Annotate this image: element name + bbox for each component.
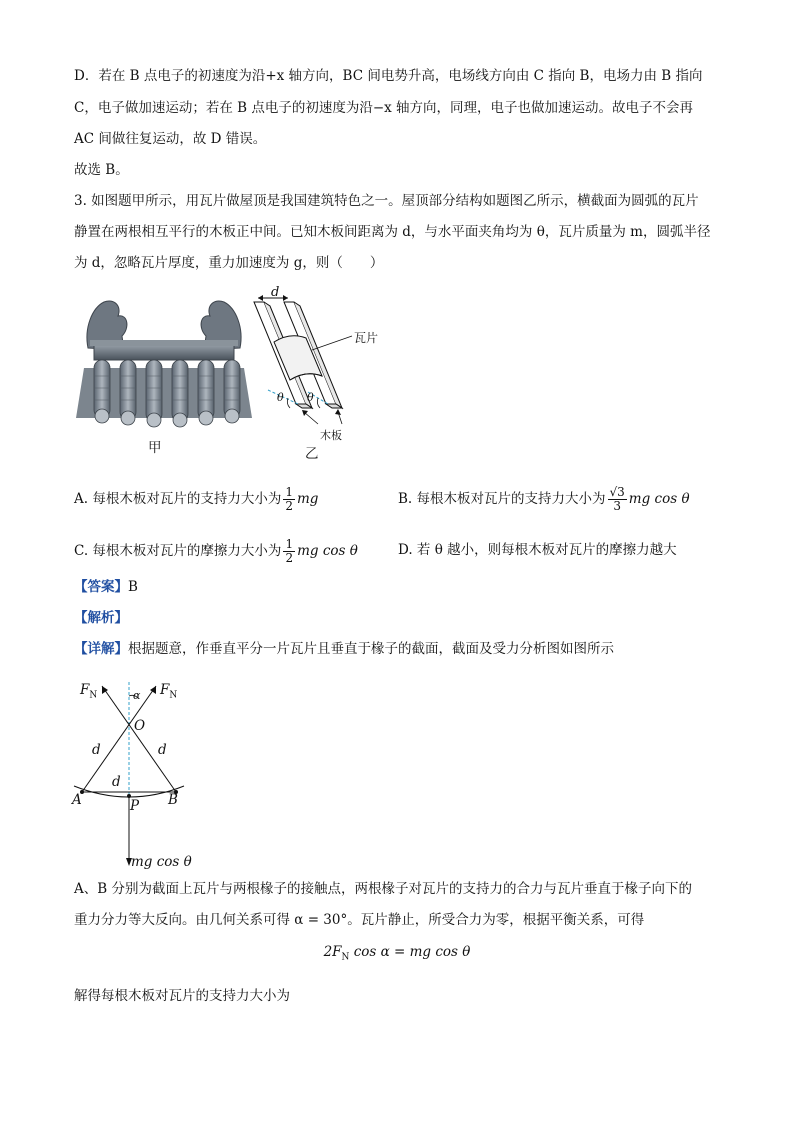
force-fn-right: $F_N$	[160, 682, 178, 701]
force-point-p: P	[130, 798, 140, 814]
option-d: D. 若 θ 越小，则每根木板对瓦片的摩擦力越大	[398, 542, 677, 558]
option-b: B. 每根木板对瓦片的支持力大小为 $\frac{√3}{3}$ mg cos θ	[398, 485, 690, 513]
tail-line-2: 重力分力等大反向。由几何关系可得 α = 30°。瓦片静止，所受合力为零，根据平衡关系，可得	[74, 912, 645, 928]
figure-label-jia: 甲	[148, 440, 162, 456]
fig-yi-theta-right: θ	[307, 391, 314, 404]
tail-line-3: 解得每根木板对瓦片的支持力大小为	[74, 988, 290, 1004]
force-mg-label: mg cos θ	[131, 854, 192, 870]
detail-line: 【详解】根据题意，作垂直平分一片瓦片且垂直于椽子的截面，截面及受力分析图如图所示	[74, 641, 614, 657]
tail-line-1: A、B 分别为截面上瓦片与两根椽子的接触点，两根椽子对瓦片的支持力的合力与瓦片垂直于椽子向下的	[74, 881, 692, 897]
force-d-left: d	[92, 742, 101, 758]
force-point-b: B	[168, 792, 178, 808]
roof-photo-jia	[74, 288, 254, 428]
force-alpha: α	[133, 689, 141, 702]
analysis-line: 【解析】	[74, 610, 128, 626]
boards-diagram-yi	[244, 280, 394, 430]
text-line-4: 故选 B。	[74, 162, 129, 178]
figure-label-yi: 乙	[305, 446, 319, 462]
force-d-right: d	[158, 742, 167, 758]
force-d-mid: d	[112, 774, 121, 790]
question-line-1: 3. 如图题甲所示，用瓦片做屋顶是我国建筑特色之一。屋顶部分结构如题图乙所示，横截面为圆弧的瓦片	[74, 193, 699, 209]
answer-line: 【答案】B	[74, 579, 138, 595]
force-point-a: A	[72, 792, 82, 808]
fig-yi-theta-left: θ	[277, 391, 284, 404]
force-fn-left: $F_N$	[80, 682, 98, 701]
question-line-3: 为 d，忽略瓦片厚度，重力加速度为 g，则（ ）	[74, 255, 384, 271]
text-line-2: C，电子做加速运动；若在 B 点电子的初速度为沿−x 轴方向，同理，电子也做加速运动。故电子不会再	[74, 100, 694, 116]
fig-yi-muban-label: 木板	[320, 429, 342, 442]
text-line-1: D．若在 B 点电子的初速度为沿+x 轴方向，BC 间电势升高，电场线方向由 C 指向 B，电场力由 B 指向	[74, 68, 703, 84]
option-c: C. 每根木板对瓦片的摩擦力大小为 $\frac{1}{2}$ mg cos θ	[74, 537, 358, 565]
fig-yi-wapian-label: 瓦片	[354, 331, 379, 345]
option-a: A. 每根木板对瓦片的支持力大小为 $\frac{1}{2}$ mg	[74, 485, 319, 513]
fig-yi-d-label: d	[271, 285, 280, 300]
equation: $2F_N$ cos α = mg cos θ	[323, 944, 471, 963]
text-line-3: AC 间做往复运动，故 D 错误。	[74, 131, 267, 147]
question-line-2: 静置在两根相互平行的木板正中间。已知木板间距离为 d，与水平面夹角均为 θ，瓦片质量为 m，圆弧半径	[74, 224, 711, 240]
force-point-o: O	[134, 718, 146, 734]
